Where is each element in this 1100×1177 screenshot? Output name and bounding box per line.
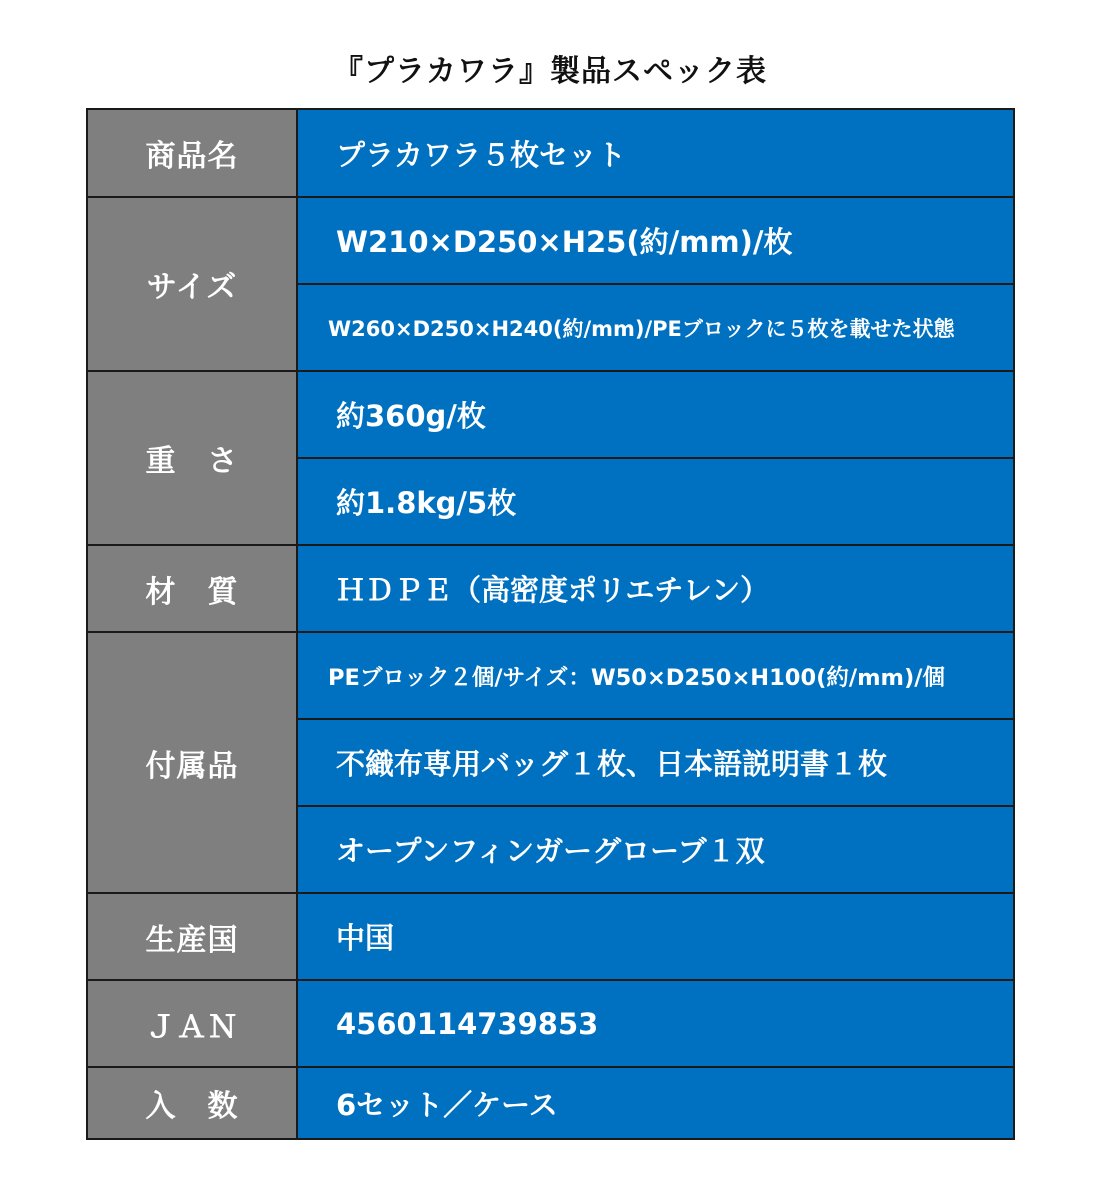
value-quantity: 6セット／ケース xyxy=(298,1068,1013,1138)
value-weight-set: 約1.8kg/5枚 xyxy=(298,459,1013,546)
label-material: 材 質 xyxy=(88,546,296,633)
value-product-name: プラカワラ５枚セット xyxy=(298,110,1013,198)
label-accessories: 付属品 xyxy=(88,633,296,894)
label-origin: 生産国 xyxy=(88,894,296,981)
value-accessory-glove: オープンフィンガーグローブ１双 xyxy=(298,807,1013,894)
spec-table xyxy=(86,108,1015,1140)
value-material: ＨＤＰＥ（高密度ポリエチレン） xyxy=(298,546,1013,633)
value-size-single: W210×D250×H25(約/mm)/枚 xyxy=(298,198,1013,285)
label-quantity: 入 数 xyxy=(88,1068,296,1138)
value-origin: 中国 xyxy=(298,894,1013,981)
value-weight-single: 約360g/枚 xyxy=(298,372,1013,459)
page-title: 『プラカワラ』製品スペック表 xyxy=(333,54,767,89)
label-jan: ＪＡＮ xyxy=(88,981,296,1068)
value-jan: 4560114739853 xyxy=(298,981,1013,1068)
label-size: サイズ xyxy=(88,198,296,372)
value-accessory-bag: 不織布専用バッグ１枚、日本語説明書１枚 xyxy=(298,720,1013,807)
label-weight: 重 さ xyxy=(88,372,296,546)
value-size-stacked: W260×D250×H240(約/mm)/PEブロックに５枚を載せた状態 xyxy=(298,285,1013,372)
label-product-name: 商品名 xyxy=(88,110,296,198)
value-accessory-pe-block: PEブロック２個/サイズ：W50×D250×H100(約/mm)/個 xyxy=(298,633,1013,720)
